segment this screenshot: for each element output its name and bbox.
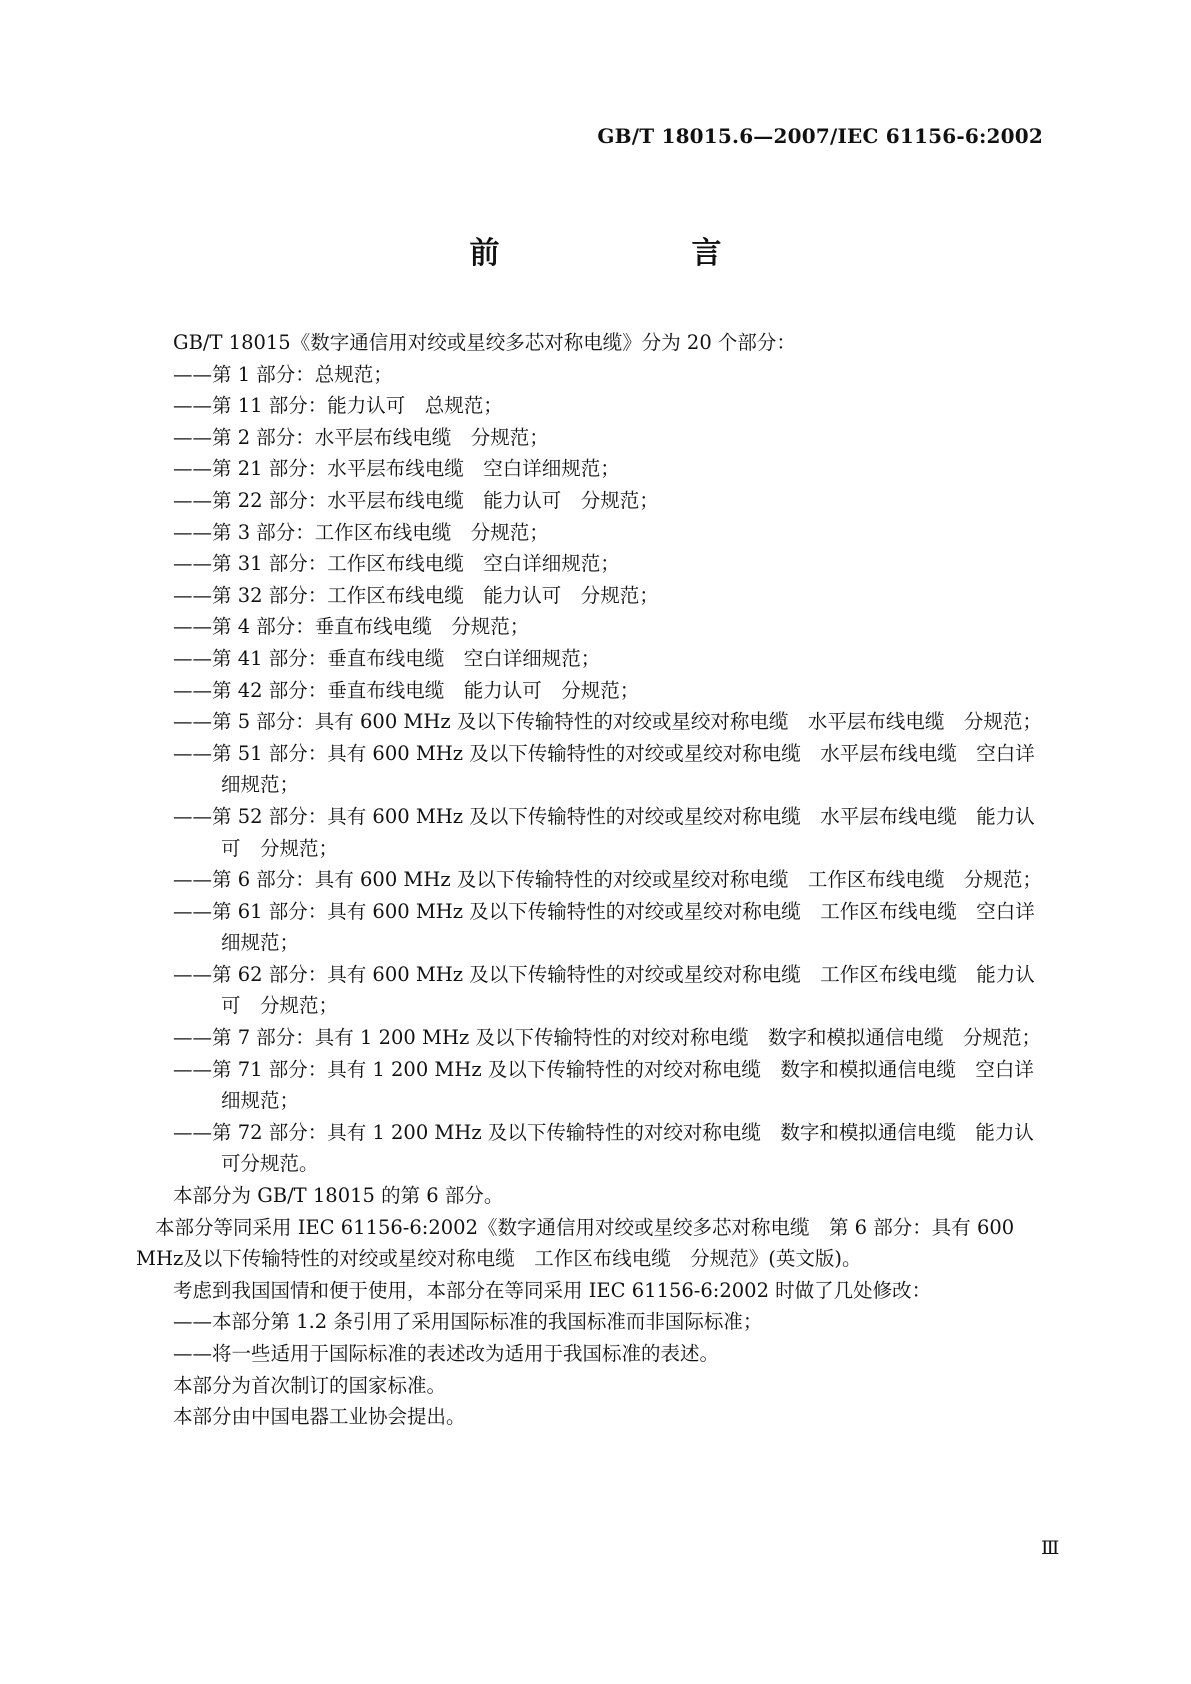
part-of-paragraph: 本部分为 GB/T 18015 的第 6 部分。 (173, 1184, 504, 1208)
list-item: ——第 11 部分：能力认可 总规范； (173, 394, 503, 418)
modification-item: ——本部分第 1.2 条引用了采用国际标准的我国标准而非国际标准； (173, 1310, 763, 1334)
first-edition-paragraph: 本部分为首次制订的国家标准。 (173, 1373, 447, 1397)
intro-paragraph: GB/T 18015《数字通信用对绞或星绞多芯对称电缆》分为 20 个部分： (173, 331, 796, 354)
list-item: ——第 61 部分：具有 600 MHz 及以下传输特性的对绞或星绞对称电缆 工作区布线电缆 空白详细规范； (173, 899, 1035, 955)
foreword-body (136, 327, 1048, 1433)
list-item: ——第 7 部分：具有 1 200 MHz 及以下传输特性的对绞对称电缆 数字和模拟通信电缆 分规范； (173, 1026, 1041, 1050)
standard-code: GB/T 18015.6—2007/IEC 61156-6:2002 (597, 124, 1043, 148)
list-item: ——第 6 部分：具有 600 MHz 及以下传输特性的对绞或星绞对称电缆 工作区布线电缆 分规范； (173, 868, 1042, 892)
list-item: ——第 5 部分：具有 600 MHz 及以下传输特性的对绞或星绞对称电缆 水平层布线电缆 分规范； (173, 710, 1042, 734)
list-item: ——第 72 部分：具有 1 200 MHz 及以下传输特性的对绞对称电缆 数字和模拟通信电缆 能力认可分规范。 (173, 1120, 1034, 1176)
modification-item: ——将一些适用于国际标准的表述改为适用于我国标准的表述。 (173, 1342, 720, 1365)
modifications-paragraph: 考虑到我国国情和便于使用，本部分在等同采用 IEC 61156-6:2002 时做了几处修改： (173, 1278, 932, 1302)
list-item: ——第 1 部分：总规范； (173, 362, 393, 386)
list-item: ——第 3 部分：工作区布线电缆 分规范； (173, 520, 549, 544)
list-item: ——第 42 部分：垂直布线电缆 能力认可 分规范； (173, 678, 640, 702)
list-item: ——第 22 部分：水平层布线电缆 能力认可 分规范； (173, 488, 659, 512)
list-item: ——第 32 部分：工作区布线电缆 能力认可 分规范； (173, 583, 659, 607)
list-item: ——第 31 部分：工作区布线电缆 空白详细规范； (173, 552, 620, 576)
list-item: ——第 2 部分：水平层布线电缆 分规范； (173, 425, 549, 449)
list-item: ——第 41 部分：垂直布线电缆 空白详细规范； (173, 646, 601, 670)
parts-list (154, 359, 1048, 1180)
page-title: 前 言 (469, 236, 766, 271)
list-item: ——第 21 部分：水平层布线电缆 空白详细规范； (173, 457, 620, 481)
list-item: ——第 4 部分：垂直布线电缆 分规范； (173, 615, 530, 639)
equivalent-paragraph: 本部分等同采用 IEC 61156-6:2002《数字通信用对绞或星绞多芯对称电缆 第 6 部分：具有 600 MHz及以下传输特性的对绞或星绞对称电缆 工作区布线电缆 分规范》(英文版)。 (136, 1215, 1015, 1271)
list-item: ——第 51 部分：具有 600 MHz 及以下传输特性的对绞或星绞对称电缆 水平层布线电缆 空白详细规范； (173, 741, 1035, 797)
proposed-by-paragraph: 本部分由中国电器工业协会提出。 (173, 1405, 466, 1429)
standard-code-header (597, 124, 1043, 148)
list-item: ——第 52 部分：具有 600 MHz 及以下传输特性的对绞或星绞对称电缆 水平层布线电缆 能力认可 分规范； (173, 804, 1035, 860)
list-item: ——第 62 部分：具有 600 MHz 及以下传输特性的对绞或星绞对称电缆 工作区布线电缆 能力认可 分规范； (173, 962, 1035, 1018)
page-number: Ⅲ (1041, 1537, 1060, 1559)
list-item: ——第 71 部分：具有 1 200 MHz 及以下传输特性的对绞对称电缆 数字和模拟通信电缆 空白详细规范； (173, 1057, 1034, 1113)
